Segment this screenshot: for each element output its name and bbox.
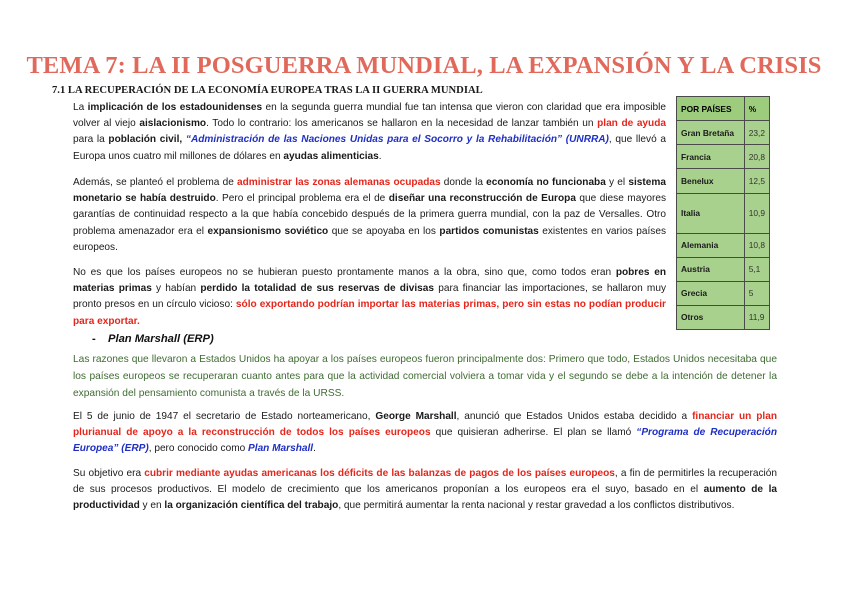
country-percent: 5 (744, 281, 769, 305)
country-percent: 10,9 (744, 193, 769, 233)
country-name: Otros (677, 305, 745, 329)
table-row (677, 121, 770, 145)
country-percent: 11,9 (744, 305, 769, 329)
country-percent: 12,5 (744, 169, 769, 193)
country-name: Grecia (677, 281, 745, 305)
country-percent: 20,8 (744, 145, 769, 169)
table-row (677, 257, 770, 281)
paragraph-unrra: La implicación de los estadounidenses en la segunda guerra mundial fue tan intensa que vieron con claridad que era imposible volver al viejo aislacionismo. Todo lo contrario: los americanos se hallaron en la necesidad de lanzar también un plan de ayuda para la población civil, “Administración de las Naciones Unidas para el Socorro y la Rehabilitación” (UNRRA), que llevó a Europa unos cuatro mil millones de dólares en ayudas alimenticias. (73, 102, 666, 162)
country-percent: 10,8 (744, 233, 769, 257)
paragraph-vicious-circle: No es que los países europeos no se hubieran puesto prontamente manos a la obra, sino que, como todos eran pobres en materias primas y habían perdido la totalidad de sus reservas de divisas para financiar las importaciones, se hallaron muy pronto presos en un círculo vicioso: sólo exportando podrían importar las materias primas, pero sin estas no podían producir para exportar. (73, 267, 667, 327)
section-subtitle: 7.1 LA RECUPERACIÓN DE LA ECONOMÍA EUROPEA TRAS LA II GUERRA MUNDIAL (52, 85, 483, 96)
table-row (677, 281, 770, 305)
country-percent: 5,1 (744, 257, 769, 281)
page-title: TEMA 7: LA II POSGUERRA MUNDIAL, LA EXPANSIÓN Y LA CRISIS (26, 52, 822, 79)
table-row (677, 305, 770, 329)
plan-marshall-heading (92, 333, 214, 345)
table-header-countries: POR PAÍSES (677, 97, 745, 121)
country-name: Benelux (677, 169, 745, 193)
table-row (677, 233, 770, 257)
country-name: Francia (677, 145, 745, 169)
bullet-dash: - (92, 333, 96, 345)
paragraph-german-zones: Además, se planteó el problema de administrar las zonas alemanas ocupadas donde la economía no funcionaba y el sistema monetario se había destruido. Pero el principal problema era el de diseñar una reconstrucción de Europa que diese mayores garantías de continuidad respecto a la que había concebido después de la primera guerra mundial, con la paz de Versalles. Otro problema amenazador era el expansionismo soviético que se apoyaba en los partidos comunistas existentes en varios países europeos. (73, 177, 667, 253)
country-name: Italia (677, 193, 745, 233)
table-row (677, 145, 770, 169)
paragraph-reasons: Las razones que llevaron a Estados Unidos ha apoyar a los países europeos fueron principalmente dos: Primero que todo, Estados Unidos necesitaba que los países europeos se recuperaran cuanto antes para que la actividad comercial volviera a tomar vida y el segundo se debe a la intención de detener la expansión del pensamiento comunista a través de la URSS. (73, 354, 777, 400)
table-row (677, 169, 770, 193)
table-header-percent: % (744, 97, 769, 121)
country-name: Gran Bretaña (677, 121, 745, 145)
country-name: Austria (677, 257, 745, 281)
aid-by-country-table (676, 96, 770, 330)
paragraph-george-marshall: El 5 de junio de 1947 el secretario de Estado norteamericano, George Marshall, anunció que Estados Unidos estaba decidido a financiar un plan plurianual de apoyo a la reconstrucción de todos los países europeos que quisieran adherirse. El plan se llamó “Programa de Recuperación Europea” (ERP), pero conocido como Plan Marshall. (73, 411, 778, 455)
table-row (677, 193, 770, 233)
paragraph-objective: Su objetivo era cubrir mediante ayudas americanas los déficits de las balanzas de pagos de los países europeos, a fin de permitirles la recuperación de sus procesos productivos. El modelo de crecimiento que los americanos proponían a los europeos era el suyo, basado en el aumento de la productividad y en la organización científica del trabajo, que permitirá aumentar la renta nacional y restar gravedad a los conflictos distributivos. (73, 468, 777, 512)
country-name: Alemania (677, 233, 745, 257)
country-percent: 23,2 (744, 121, 769, 145)
plan-marshall-label: Plan Marshall (ERP) (108, 333, 214, 345)
table-header-row (677, 97, 770, 121)
